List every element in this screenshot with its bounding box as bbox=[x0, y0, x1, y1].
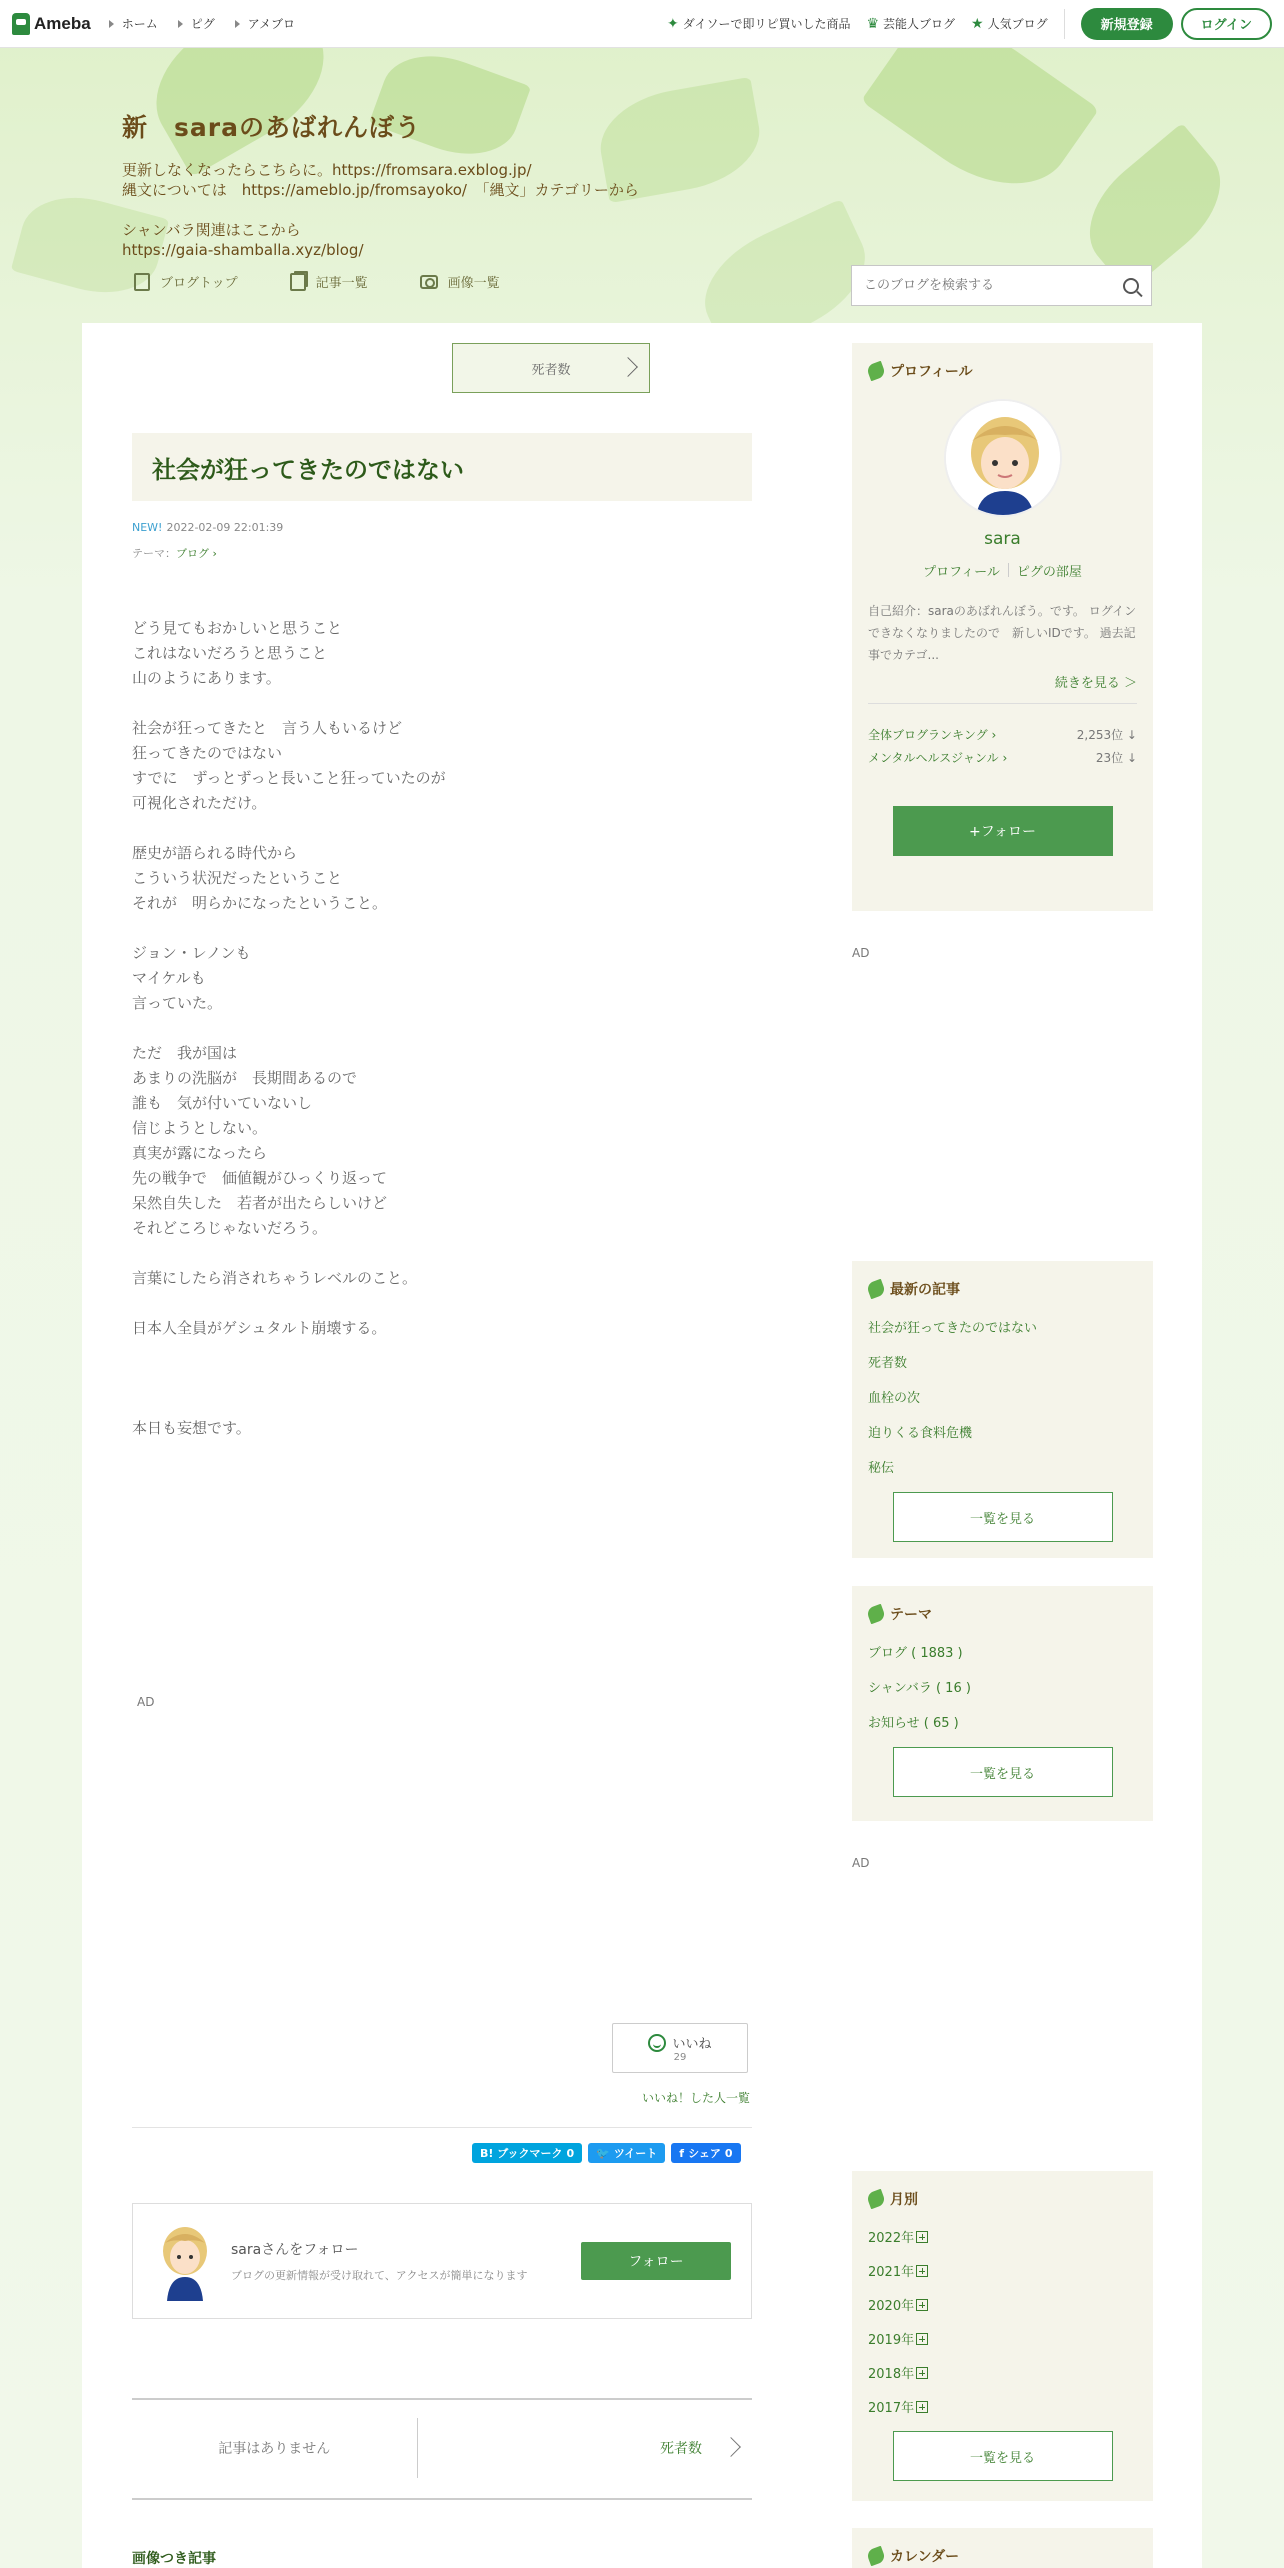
blog-description: 更新しなくなったらこちらに。https://fromsara.exblog.jp/ 縄文については https://ameblo.jp/fromsayoko/ 「縄文」カテゴリーから シャンバラ関連はここから https://gaia-shamballa.xyz/blog/ bbox=[122, 161, 639, 259]
sidebar-ad-label: AD bbox=[852, 946, 870, 960]
like-list-link[interactable]: いいね！した人一覧 bbox=[642, 2091, 751, 2105]
monthly-archive-box: 月別 2022年 2021年 2020年 2019年 2018年 2017年 一覧を見る bbox=[852, 2171, 1153, 2501]
blog-search bbox=[851, 265, 1152, 306]
like-count: 29 bbox=[673, 2052, 687, 2063]
camera-icon bbox=[420, 275, 438, 289]
article-paragraph: 日本人全員がゲシュタルト崩壊する。 bbox=[132, 1319, 387, 1337]
triangle-icon bbox=[109, 20, 114, 28]
ad-label: AD bbox=[137, 1695, 155, 1709]
star-icon: ★ bbox=[971, 15, 984, 32]
article-paragraph: 本日も妄想です。 bbox=[132, 1419, 251, 1437]
facebook-share-button[interactable]: f シェア 0 bbox=[671, 2143, 740, 2163]
facebook-icon: f bbox=[679, 2146, 685, 2160]
login-button[interactable]: ログイン bbox=[1181, 8, 1272, 40]
older-article-link[interactable]: 死者数 bbox=[418, 2418, 753, 2478]
newer-article-placeholder: 記事はありません bbox=[132, 2418, 418, 2478]
sidebar-ad-label: AD bbox=[852, 1856, 870, 1870]
new-badge: NEW! bbox=[132, 521, 163, 534]
month-archive-item[interactable]: 2017年 bbox=[868, 2397, 1137, 2416]
article-title[interactable]: 社会が狂ってきたのではない bbox=[152, 455, 464, 484]
leaf-icon bbox=[866, 2546, 887, 2567]
article-list-link[interactable]: 記事一覧 bbox=[290, 272, 368, 291]
main-content bbox=[82, 323, 1202, 2568]
divider bbox=[1064, 9, 1065, 39]
genre-ranking-link[interactable]: メンタルヘルスジャンル › bbox=[868, 751, 1008, 765]
image-articles-heading: 画像つき記事 bbox=[132, 2551, 216, 2567]
month-archive-item[interactable]: 2018年 bbox=[868, 2363, 1137, 2382]
overall-ranking-value: 2,253位 ↓ bbox=[1076, 728, 1137, 742]
expand-plus-icon[interactable] bbox=[916, 2367, 928, 2379]
promo-daiso-link[interactable]: ✦ ダイソーで即リピ買いした商品 bbox=[666, 15, 851, 32]
article-title-box bbox=[132, 433, 752, 501]
themes-more-button[interactable]: 一覧を見る bbox=[893, 1747, 1113, 1797]
expand-plus-icon[interactable] bbox=[916, 2333, 928, 2345]
leaf-icon bbox=[866, 361, 887, 382]
profile-more-link[interactable]: 続きを見る ＞ bbox=[868, 672, 1137, 704]
article-datetime: 2022-02-09 22:01:39 bbox=[166, 521, 284, 534]
crown-icon: ♛ bbox=[866, 15, 880, 32]
promo-celebrity-blog-link[interactable]: ♛ 芸能人ブログ bbox=[866, 15, 956, 32]
document-icon bbox=[134, 273, 150, 291]
divider bbox=[132, 2498, 752, 2500]
search-icon[interactable] bbox=[1123, 278, 1139, 294]
promo-popular-blog-link[interactable]: ★ 人気ブログ bbox=[971, 15, 1048, 32]
divider bbox=[132, 2398, 752, 2400]
chevron-right-icon bbox=[618, 357, 638, 377]
latest-article-link[interactable]: 社会が狂ってきたのではない bbox=[868, 1321, 1038, 1336]
follow-card bbox=[132, 2203, 752, 2319]
article-meta bbox=[132, 521, 283, 534]
genre-ranking-value: 23位 ↓ bbox=[1095, 751, 1137, 765]
divider bbox=[1008, 563, 1009, 577]
expand-plus-icon[interactable] bbox=[916, 2265, 928, 2277]
article-paragraph: 歴史が語られる時代から こういう状況だったということ それが 明らかになったということ。 bbox=[132, 844, 388, 912]
triangle-icon bbox=[235, 20, 240, 28]
prev-article-button[interactable]: 死者数 bbox=[452, 343, 650, 393]
copy-icon bbox=[290, 273, 306, 291]
latest-article-link[interactable]: 血栓の次 bbox=[868, 1391, 921, 1406]
ameba-logo-icon bbox=[12, 13, 30, 35]
article-theme: テーマ：ブログ › bbox=[132, 547, 217, 560]
expand-plus-icon[interactable] bbox=[916, 2299, 928, 2311]
divider bbox=[132, 2127, 752, 2128]
blog-top-link[interactable]: ブログトップ bbox=[134, 272, 238, 291]
theme-link[interactable]: シャンバラ ( 16 ) bbox=[868, 1681, 971, 1696]
follow-description: ブログの更新情報が受け取れて、アクセスが簡単になります bbox=[231, 2269, 528, 2282]
ameba-logo[interactable]: Ameba bbox=[12, 13, 91, 35]
nav-pigg-link[interactable]: ピグ bbox=[178, 15, 215, 32]
pigg-room-link[interactable]: ピグの部屋 bbox=[1016, 565, 1082, 580]
latest-articles-box: 最新の記事 社会が狂ってきたのではない 死者数 血栓の次 迫りくる食料危機 秘伝 一覧を見る bbox=[852, 1261, 1153, 1558]
leaf-icon bbox=[866, 2189, 887, 2210]
share-buttons bbox=[472, 2143, 741, 2163]
article-paragraph: ジョン・レノンも マイケルも 言っていた。 bbox=[132, 944, 251, 1012]
latest-article-link[interactable]: 死者数 bbox=[868, 1356, 908, 1371]
twitter-icon: 🐦 bbox=[596, 2146, 610, 2160]
hatena-bookmark-button[interactable]: B! ブックマーク 0 bbox=[472, 2143, 582, 2163]
register-button[interactable]: 新規登録 bbox=[1081, 8, 1173, 40]
avatar bbox=[153, 2221, 217, 2301]
article-paragraph: 社会が狂ってきたと 言う人もいるけど 狂ってきたのではない すでに ずっとずっと長いこと狂っていたのが 可視化されただけ。 bbox=[132, 719, 446, 812]
profile-avatar[interactable] bbox=[944, 399, 1062, 517]
monthly-more-button[interactable]: 一覧を見る bbox=[893, 2431, 1113, 2481]
nav-home-link[interactable]: ホーム bbox=[109, 15, 158, 32]
article-body bbox=[132, 616, 752, 1466]
chevron-right-icon bbox=[721, 2437, 741, 2457]
blog-title[interactable]: 新 saraのあばれんぼう bbox=[122, 113, 421, 142]
overall-ranking-link[interactable]: 全体ブログランキング › bbox=[868, 728, 997, 742]
follow-name: saraさんをフォロー bbox=[231, 2242, 359, 2258]
expand-plus-icon[interactable] bbox=[916, 2401, 928, 2413]
themes-box: テーマ ブログ ( 1883 ) シャンバラ ( 16 ) お知らせ ( 65 ) 一覧を見る bbox=[852, 1586, 1153, 1821]
profile-link[interactable]: プロフィール bbox=[923, 565, 1000, 580]
chevron-right-icon: › bbox=[209, 547, 217, 560]
blog-nav bbox=[134, 272, 552, 291]
article-paragraph: どう見てもおかしいと思うこと これはないだろうと思うこと 山のようにあります。 bbox=[132, 619, 343, 687]
theme-link[interactable]: ブログ ( 1883 ) bbox=[868, 1646, 963, 1661]
theme-link[interactable]: お知らせ ( 65 ) bbox=[868, 1716, 959, 1731]
month-archive-item[interactable]: 2021年 bbox=[868, 2261, 1137, 2280]
profile-intro: 自己紹介：saraのあばれんぼう。です。 ログインできなくなりましたので 新しいIDです。 過去記事でカテゴ... bbox=[868, 604, 1137, 662]
like-button[interactable]: いいね 29 bbox=[612, 2023, 748, 2073]
nav-ameblo-link[interactable]: アメブロ bbox=[235, 15, 295, 32]
profile-name[interactable]: sara bbox=[984, 529, 1021, 549]
calendar-box: カレンダー bbox=[852, 2528, 1153, 2568]
search-input[interactable] bbox=[864, 278, 1123, 293]
tweet-button[interactable]: 🐦 ツイート bbox=[588, 2143, 665, 2163]
leaf-icon bbox=[866, 1604, 887, 1625]
smile-icon bbox=[648, 2034, 666, 2052]
blog-header bbox=[122, 108, 922, 260]
image-list-link[interactable]: 画像一覧 bbox=[420, 272, 500, 291]
sidebar-follow-button[interactable]: +フォロー bbox=[893, 806, 1113, 856]
article-paragraph bbox=[132, 1366, 752, 1391]
leaf-icon bbox=[866, 1279, 887, 1300]
triangle-icon bbox=[178, 20, 183, 28]
top-navigation bbox=[0, 0, 1284, 48]
article-pager bbox=[132, 2418, 752, 2478]
month-archive-item[interactable]: 2020年 bbox=[868, 2295, 1137, 2314]
sparkle-icon: ✦ bbox=[666, 15, 679, 32]
follow-button[interactable]: フォロー bbox=[581, 2242, 731, 2280]
month-archive-item[interactable]: 2022年 bbox=[868, 2227, 1137, 2246]
article-paragraph: ただ 我が国は あまりの洗脳が 長期間あるので 誰も 気が付いていないし 信じようとしない。 真実が露になったら 先の戦争で 価値観がひっくり返って 呆然自失した 若者が出たらしいけど それどころじゃないだろう。 bbox=[132, 1044, 388, 1237]
latest-more-button[interactable]: 一覧を見る bbox=[893, 1492, 1113, 1542]
article-paragraph: 言葉にしたら消されちゃうレベルのこと。 bbox=[132, 1269, 418, 1287]
theme-link[interactable]: ブログ bbox=[176, 547, 209, 560]
latest-article-link[interactable]: 秘伝 bbox=[868, 1461, 895, 1476]
profile-box: プロフィール sara プロフィール ピグの部屋 自己紹介：saraのあばれんぼう。です。 ログインできなくなりましたので 新しいIDです。 過去記事でカテゴ... 続きを見る ＞ 全体ブログランキング › 2,253位 ↓ メンタルヘルスジャンル › 23位 ↓ +フォロー bbox=[852, 343, 1153, 911]
expand-plus-icon[interactable] bbox=[916, 2231, 928, 2243]
latest-article-link[interactable]: 迫りくる食料危機 bbox=[868, 1426, 973, 1441]
month-archive-item[interactable]: 2019年 bbox=[868, 2329, 1137, 2348]
